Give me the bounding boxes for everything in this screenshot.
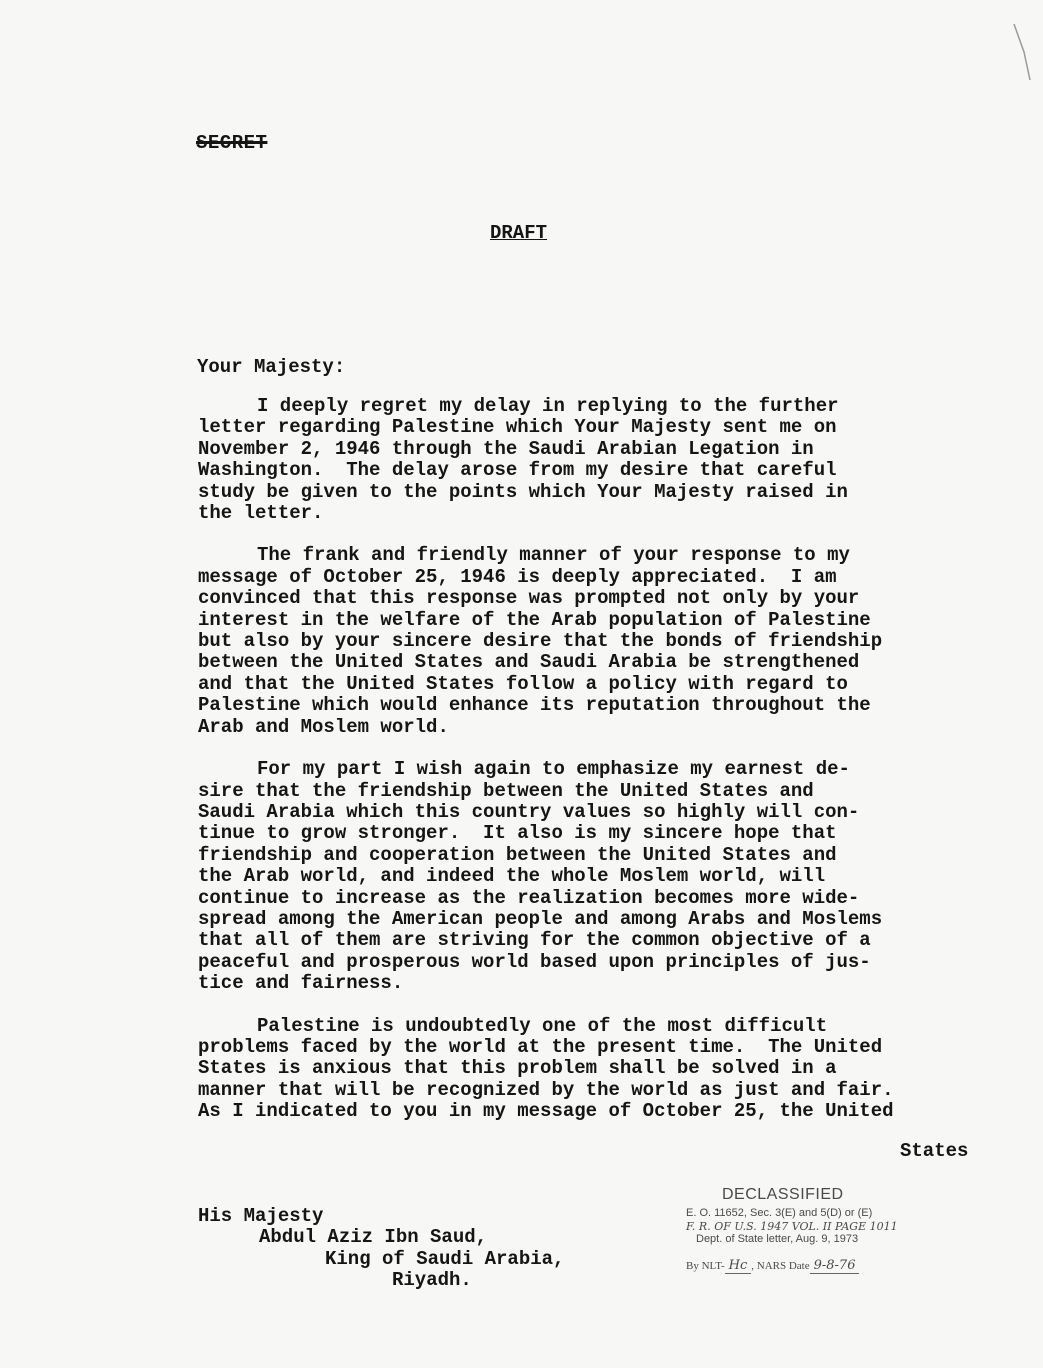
text-line: For my part I wish again to emphasize my earnest de-	[257, 758, 850, 781]
stamp-nars-date: 9-8-76	[810, 1258, 860, 1274]
paragraph-2	[198, 545, 988, 738]
text-line: tice and fairness.	[198, 972, 404, 995]
text-line: Saudi Arabia which this country values so highly will con-	[198, 800, 860, 823]
text-line: tinue to grow stronger. It also is my sincere hope that	[198, 822, 837, 845]
text-line: continue to increase as the realization becomes more wide-	[198, 886, 860, 909]
address-line: His Majesty	[198, 1205, 324, 1227]
stamp-letter-line: Dept. of State letter, Aug. 9, 1973	[696, 1233, 859, 1245]
text-line: As I indicated to you in my message of October 25, the United	[198, 1100, 894, 1123]
text-line: Arab and Moslem world.	[198, 715, 449, 738]
text-line: November 2, 1946 through the Saudi Arabian Legation in	[198, 437, 814, 460]
paragraph-1	[198, 396, 988, 524]
text-line: the letter.	[198, 502, 324, 525]
text-line: letter regarding Palestine which Your Majesty sent me on	[198, 416, 837, 439]
stamp-authority-line: E. O. 11652, Sec. 3(E) and 5(D) or (E)	[686, 1207, 873, 1219]
classification-mark: SECRET	[196, 132, 268, 154]
text-line: and that the United States follow a policy with regard to	[198, 672, 848, 695]
text-line: convinced that this response was prompted not only by your	[198, 587, 860, 610]
text-line: but also by your sincere desire that the bonds of friendship	[198, 630, 883, 653]
address-line: Riyadh.	[392, 1269, 472, 1292]
continuation-word: States	[900, 1140, 969, 1162]
text-line: Palestine which would enhance its reputation throughout the	[198, 694, 871, 717]
text-line: friendship and cooperation between the United States and	[198, 843, 837, 866]
stamp-signature-line	[686, 1258, 986, 1274]
text-line: study be given to the points which Your Majesty raised in	[198, 480, 848, 503]
text-line: spread among the American people and among Arabs and Moslems	[198, 907, 883, 930]
text-line: The frank and friendly manner of your response to my	[257, 544, 850, 567]
text-line: message of October 25, 1946 is deeply appreciated. I am	[198, 565, 837, 588]
declassified-stamp	[686, 1186, 986, 1274]
stamp-nars-label: , NARS Date	[751, 1260, 810, 1272]
text-line: sire that the friendship between the United States and	[198, 779, 814, 802]
paragraph-4	[198, 1016, 988, 1123]
stamp-by-label: By NLT-	[686, 1260, 725, 1272]
text-line: that all of them are striving for the common objective of a	[198, 929, 871, 952]
recipient-address	[198, 1206, 564, 1292]
address-line: King of Saudi Arabia,	[325, 1247, 565, 1270]
salutation: Your Majesty:	[197, 356, 346, 378]
text-line: I deeply regret my delay in replying to the further	[257, 395, 839, 417]
text-line: between the United States and Saudi Arabia be strengthened	[198, 651, 860, 674]
text-line: States is anxious that this problem shall be solved in a	[198, 1057, 837, 1080]
text-line: manner that will be recognized by the world as just and fair.	[198, 1078, 894, 1101]
page-edge-mark	[1010, 22, 1040, 82]
paragraph-3	[198, 759, 988, 994]
address-line: Abdul Aziz Ibn Saud,	[259, 1226, 488, 1249]
text-line: the Arab world, and indeed the whole Moslem world, will	[198, 865, 826, 888]
stamp-heading: DECLASSIFIED	[722, 1186, 844, 1203]
text-line: Palestine is undoubtedly one of the most difficult	[257, 1014, 828, 1037]
stamp-by-initials: Hc	[725, 1258, 752, 1274]
document-title: DRAFT	[490, 222, 548, 244]
letter-body	[198, 396, 988, 1144]
text-line: problems faced by the world at the present time. The United	[198, 1035, 883, 1058]
stamp-reference-line: F. R. OF U.S. 1947 VOL. II PAGE 1011	[686, 1220, 898, 1233]
text-line: peaceful and prosperous world based upon principles of jus-	[198, 950, 871, 973]
text-line: Washington. The delay arose from my desire that careful	[198, 459, 837, 482]
text-line: interest in the welfare of the Arab population of Palestine	[198, 608, 871, 631]
